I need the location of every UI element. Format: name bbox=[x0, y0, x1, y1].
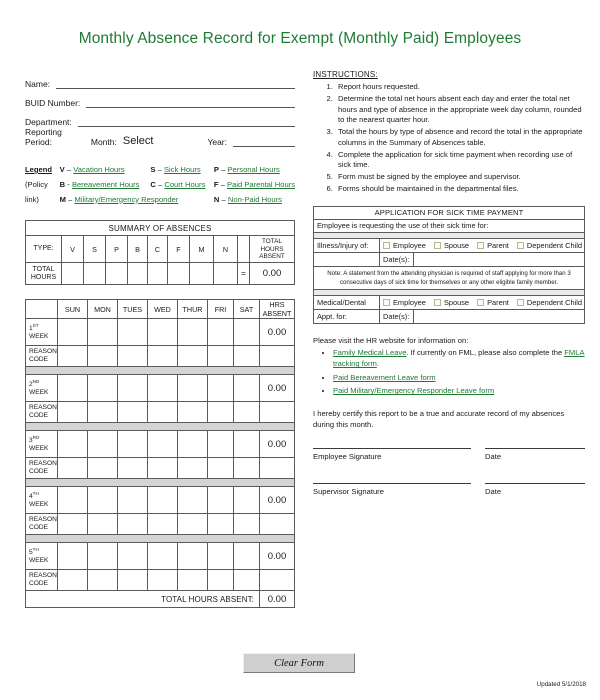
reason-4-sun[interactable] bbox=[58, 514, 88, 535]
week-3-wed[interactable] bbox=[148, 431, 178, 458]
illness-dates-label: Date(s): bbox=[380, 252, 414, 266]
week-4-sun[interactable] bbox=[58, 487, 88, 514]
reason-code-row bbox=[26, 402, 295, 423]
legend-code-c: C bbox=[150, 179, 156, 189]
reason-4-blank bbox=[260, 514, 295, 535]
legend bbox=[25, 163, 295, 207]
illness-label: Illness/Injury of: bbox=[314, 238, 380, 252]
instruction-item: 6. Forms should be maintained in the departmental files. bbox=[335, 184, 585, 195]
week-2-thur[interactable] bbox=[178, 375, 208, 402]
reason-1-wed[interactable] bbox=[148, 346, 178, 367]
reason-2-sun[interactable] bbox=[58, 402, 88, 423]
legend-dash: – bbox=[66, 165, 72, 174]
day-header-sat: SAT bbox=[234, 300, 260, 319]
legend-link-sick-hours[interactable]: Sick Hours bbox=[163, 165, 201, 174]
week-row bbox=[26, 375, 295, 402]
instruction-item: 1. Report hours requested. bbox=[335, 82, 585, 93]
summary-input-p[interactable] bbox=[106, 263, 128, 285]
day-header-thur: THUR bbox=[178, 300, 208, 319]
week-1-sun[interactable] bbox=[58, 319, 88, 346]
week-row bbox=[26, 319, 295, 346]
reason-1-fri[interactable] bbox=[208, 346, 234, 367]
reason-5-tues[interactable] bbox=[118, 570, 148, 591]
reason-1-sun[interactable] bbox=[58, 346, 88, 367]
illness-options bbox=[380, 238, 585, 252]
instruction-item: 3. Total the hours by type of absence and record the total in the appropriate columns in the Summary of Absences table. bbox=[335, 127, 585, 149]
employee-date-label: Date bbox=[485, 451, 502, 461]
link-fmla-tracking-form[interactable]: FMLA tracking form bbox=[333, 348, 585, 369]
legend-dash: - bbox=[67, 179, 70, 189]
reason-2-sat[interactable] bbox=[234, 402, 260, 423]
summary-equals-sign: = bbox=[238, 263, 250, 285]
illness-dates-blank bbox=[314, 252, 380, 266]
instruction-item: 4. Complete the application for sick time payment when recording use of sick time. bbox=[335, 150, 585, 172]
week-label-5: 5TH WEEK bbox=[26, 543, 58, 570]
summary-heading: SUMMARY OF ABSENCES bbox=[26, 221, 295, 236]
week-1-thur[interactable] bbox=[178, 319, 208, 346]
week-3-thur[interactable] bbox=[178, 431, 208, 458]
legend-link-court-hours[interactable]: Court Hours bbox=[164, 179, 206, 189]
day-header-sun: SUN bbox=[58, 300, 88, 319]
employee-signature-row bbox=[313, 448, 585, 461]
week-3-sat[interactable] bbox=[234, 431, 260, 458]
reason-3-wed[interactable] bbox=[148, 458, 178, 479]
reason-code-label-2: REASON CODE bbox=[26, 402, 58, 423]
summary-col-v: V bbox=[62, 236, 84, 263]
week-1-fri[interactable] bbox=[208, 319, 234, 346]
summary-total-row bbox=[26, 263, 295, 285]
reason-code-row bbox=[26, 346, 295, 367]
legend-dash: – bbox=[157, 179, 163, 189]
sick-time-payment-table bbox=[313, 206, 585, 324]
week-1-sat[interactable] bbox=[234, 319, 260, 346]
legend-link-paid-parental-hours[interactable]: Paid Parental Hours bbox=[227, 179, 295, 189]
sick-note: Note: A statement from the attending physician is required of staff applying for more than 3 consecutive days of sick time for themselves or any other eligible family member. bbox=[314, 266, 585, 289]
week-1-wed[interactable] bbox=[148, 319, 178, 346]
legend-link-non-paid-hours[interactable]: Non-Paid Hours bbox=[227, 194, 282, 204]
week-3-tues[interactable] bbox=[118, 431, 148, 458]
checkbox-icon[interactable] bbox=[434, 242, 441, 249]
summary-input-c[interactable] bbox=[148, 263, 168, 285]
department-input[interactable] bbox=[78, 115, 295, 127]
reason-4-sat[interactable] bbox=[234, 514, 260, 535]
employee-signature-field[interactable] bbox=[313, 448, 471, 461]
summary-col-c: C bbox=[148, 236, 168, 263]
summary-col-m: M bbox=[190, 236, 214, 263]
week-4-sat[interactable] bbox=[234, 487, 260, 514]
reason-code-row bbox=[26, 570, 295, 591]
day-header-tues: TUES bbox=[118, 300, 148, 319]
checkbox-icon[interactable] bbox=[517, 299, 524, 306]
medical-dependent-child-option[interactable]: Dependent Child bbox=[517, 298, 582, 307]
name-row bbox=[25, 70, 295, 89]
reason-5-blank bbox=[260, 570, 295, 591]
week-4-hours: 0.00 bbox=[260, 487, 295, 514]
year-input[interactable] bbox=[233, 135, 295, 147]
reason-2-wed[interactable] bbox=[148, 402, 178, 423]
buid-row bbox=[25, 89, 295, 108]
week-3-mon[interactable] bbox=[88, 431, 118, 458]
reason-code-label-1: REASON CODE bbox=[26, 346, 58, 367]
name-label: Name: bbox=[25, 79, 51, 89]
reason-4-thur[interactable] bbox=[178, 514, 208, 535]
week-spacer bbox=[26, 423, 295, 431]
summary-input-v[interactable] bbox=[62, 263, 84, 285]
signature-line bbox=[313, 448, 471, 449]
reason-2-blank bbox=[260, 402, 295, 423]
supervisor-signature-row bbox=[313, 483, 585, 496]
sick-request-text: Employee is requesting the use of their sick time for: bbox=[314, 219, 585, 232]
hrs-absent-header: HRS ABSENT bbox=[260, 300, 295, 319]
week-5-wed[interactable] bbox=[148, 543, 178, 570]
signature-line bbox=[485, 483, 585, 484]
legend-dash: – bbox=[221, 165, 226, 174]
week-2-hours: 0.00 bbox=[260, 375, 295, 402]
summary-total-hours-label: TOTAL HOURS bbox=[26, 263, 62, 285]
reason-2-fri[interactable] bbox=[208, 402, 234, 423]
sick-request-row bbox=[314, 219, 585, 232]
summary-col-f: F bbox=[168, 236, 190, 263]
medical-spouse-option[interactable]: Spouse bbox=[434, 298, 469, 307]
illness-row bbox=[314, 238, 585, 252]
week-5-sun[interactable] bbox=[58, 543, 88, 570]
reason-3-fri[interactable] bbox=[208, 458, 234, 479]
summary-input-s[interactable] bbox=[84, 263, 106, 285]
reason-1-tues[interactable] bbox=[118, 346, 148, 367]
summary-type-label: TYPE: bbox=[26, 236, 62, 263]
reason-code-label-4: REASON CODE bbox=[26, 514, 58, 535]
legend-row bbox=[25, 178, 295, 193]
legend-link-vacation-hours[interactable]: Vacation Hours bbox=[73, 165, 125, 174]
summary-of-absences-table bbox=[25, 220, 295, 285]
legend-sub-policy: (Policy bbox=[25, 179, 48, 189]
week-5-thur[interactable] bbox=[178, 543, 208, 570]
summary-heading-row bbox=[26, 221, 295, 236]
week-5-mon[interactable] bbox=[88, 543, 118, 570]
reason-3-blank bbox=[260, 458, 295, 479]
legend-dash: – bbox=[221, 194, 226, 204]
legend-code-s: S bbox=[150, 165, 156, 174]
reason-3-tues[interactable] bbox=[118, 458, 148, 479]
checkbox-icon[interactable] bbox=[383, 242, 390, 249]
year-label: Year: bbox=[207, 137, 227, 147]
reason-4-tues[interactable] bbox=[118, 514, 148, 535]
reason-5-thur[interactable] bbox=[178, 570, 208, 591]
summary-input-b[interactable] bbox=[128, 263, 148, 285]
week-spacer bbox=[26, 479, 295, 487]
link-paid-military-emergency-responder-leave-form[interactable]: Paid Military/Emergency Responder Leave form bbox=[333, 386, 495, 396]
summary-spacer-cell bbox=[238, 236, 250, 263]
summary-col-n: N bbox=[214, 236, 238, 263]
checkbox-icon[interactable] bbox=[383, 299, 390, 306]
week-5-sat[interactable] bbox=[234, 543, 260, 570]
day-header-wed: WED bbox=[148, 300, 178, 319]
week-5-fri[interactable] bbox=[208, 543, 234, 570]
checkbox-icon[interactable] bbox=[517, 242, 524, 249]
sick-note-row bbox=[314, 266, 585, 289]
week-4-wed[interactable] bbox=[148, 487, 178, 514]
reason-3-sun[interactable] bbox=[58, 458, 88, 479]
reporting-period-row bbox=[25, 127, 295, 147]
week-5-tues[interactable] bbox=[118, 543, 148, 570]
week-4-fri[interactable] bbox=[208, 487, 234, 514]
reason-4-fri[interactable] bbox=[208, 514, 234, 535]
checkbox-icon[interactable] bbox=[477, 299, 484, 306]
medical-parent-option[interactable]: Parent bbox=[477, 298, 509, 307]
summary-col-s: S bbox=[84, 236, 106, 263]
day-header-fri: FRI bbox=[208, 300, 234, 319]
legend-sub-link: link) bbox=[25, 194, 39, 204]
buid-label: BUID Number: bbox=[25, 98, 81, 108]
summary-col-b: B bbox=[128, 236, 148, 263]
legend-link-bereavement-hours[interactable]: Bereavement Hours bbox=[71, 179, 140, 189]
supervisor-date-label: Date bbox=[485, 486, 502, 496]
reason-1-blank bbox=[260, 346, 295, 367]
updated-date: Updated 5/1/2018 bbox=[536, 681, 586, 688]
legend-heading: Legend bbox=[25, 165, 53, 174]
week-1-tues[interactable] bbox=[118, 319, 148, 346]
supervisor-signature-label: Supervisor Signature bbox=[313, 486, 384, 496]
day-header-mon: MON bbox=[88, 300, 118, 319]
week-2-fri[interactable] bbox=[208, 375, 234, 402]
medical-employee-option[interactable]: Employee bbox=[383, 298, 426, 307]
illness-spouse-option[interactable]: Spouse bbox=[434, 241, 469, 250]
supervisor-signature-field[interactable] bbox=[313, 483, 471, 496]
medical-options bbox=[380, 296, 585, 310]
legend-code-f: F bbox=[213, 179, 219, 189]
buid-input[interactable] bbox=[86, 96, 295, 108]
week-2-sun[interactable] bbox=[58, 375, 88, 402]
reason-5-sun[interactable] bbox=[58, 570, 88, 591]
medical-row bbox=[314, 296, 585, 310]
month-label: Month: bbox=[90, 137, 117, 147]
reason-5-fri[interactable] bbox=[208, 570, 234, 591]
week-1-mon[interactable] bbox=[88, 319, 118, 346]
instruction-item: 2. Determine the total net hours absent each day and enter the total net hours and type of absence in the appropriate week day column, rounded to the nearest quarter hour. bbox=[335, 94, 585, 126]
month-select[interactable]: Select bbox=[122, 135, 154, 147]
legend-row bbox=[25, 163, 295, 178]
reason-2-tues[interactable] bbox=[118, 402, 148, 423]
reason-1-mon[interactable] bbox=[88, 346, 118, 367]
total-hours-absent-label: TOTAL HOURS ABSENT: bbox=[26, 591, 260, 608]
instructions-list bbox=[313, 82, 585, 195]
legend-code-m: M bbox=[59, 194, 66, 204]
reason-1-thur[interactable] bbox=[178, 346, 208, 367]
appt-dates-input[interactable] bbox=[414, 310, 585, 324]
signature-block bbox=[313, 448, 585, 496]
appt-dates-label: Date(s): bbox=[380, 310, 414, 324]
right-column bbox=[313, 70, 585, 496]
week-2-tues[interactable] bbox=[118, 375, 148, 402]
reason-4-wed[interactable] bbox=[148, 514, 178, 535]
week-2-mon[interactable] bbox=[88, 375, 118, 402]
department-row bbox=[25, 108, 295, 127]
week-spacer bbox=[26, 367, 295, 375]
weekly-absence-table bbox=[25, 299, 295, 608]
reason-2-thur[interactable] bbox=[178, 402, 208, 423]
illness-dependent-child-option[interactable]: Dependent Child bbox=[517, 241, 582, 250]
legend-link-personal-hours[interactable]: Personal Hours bbox=[227, 165, 280, 174]
link-paid-bereavement-leave-form[interactable]: Paid Bereavement Leave form bbox=[333, 372, 436, 382]
week-row bbox=[26, 487, 295, 514]
hr-link-item bbox=[333, 385, 585, 396]
week-3-sun[interactable] bbox=[58, 431, 88, 458]
illness-parent-option[interactable]: Parent bbox=[477, 241, 509, 250]
signature-line bbox=[313, 483, 471, 484]
medical-dental-label: Medical/Dental bbox=[314, 296, 380, 310]
supervisor-date-field[interactable] bbox=[485, 483, 585, 496]
instruction-item: 5. Form must be signed by the employee and supervisor. bbox=[335, 172, 585, 183]
week-label-1: 1ST WEEK bbox=[26, 319, 58, 346]
sick-heading-row bbox=[314, 206, 585, 219]
summary-input-f[interactable] bbox=[168, 263, 190, 285]
department-label: Department: bbox=[25, 117, 72, 127]
left-column bbox=[25, 70, 295, 608]
legend-code-n: N bbox=[213, 194, 220, 204]
total-hours-absent-value: 0.00 bbox=[260, 591, 295, 608]
reason-3-mon[interactable] bbox=[88, 458, 118, 479]
signature-line bbox=[485, 448, 585, 449]
reason-code-row bbox=[26, 514, 295, 535]
hr-link-item bbox=[333, 372, 585, 383]
certification-text: I hereby certify this report to be a true and accurate record of my absences during this month. bbox=[313, 408, 565, 429]
illness-dates-input[interactable] bbox=[414, 252, 585, 266]
checkbox-icon[interactable] bbox=[434, 299, 441, 306]
reason-5-mon[interactable] bbox=[88, 570, 118, 591]
hr-link-item: • Family Medical Leave. If currently on FML, please also complete the FMLA tracking form. bbox=[333, 347, 585, 370]
week-row bbox=[26, 543, 295, 570]
week-label-2: 2ND WEEK bbox=[26, 375, 58, 402]
reason-code-row bbox=[26, 458, 295, 479]
summary-input-n[interactable] bbox=[214, 263, 238, 285]
week-4-thur[interactable] bbox=[178, 487, 208, 514]
legend-code-v: V bbox=[59, 165, 65, 174]
illness-dates-row bbox=[314, 252, 585, 266]
reason-3-sat[interactable] bbox=[234, 458, 260, 479]
legend-link-military-emergency-responder[interactable]: Military/Emergency Responder bbox=[74, 194, 179, 204]
week-5-hours: 0.00 bbox=[260, 543, 295, 570]
legend-dash: – bbox=[68, 194, 73, 204]
hr-links-list bbox=[313, 347, 585, 397]
reason-4-mon[interactable] bbox=[88, 514, 118, 535]
week-spacer bbox=[26, 535, 295, 543]
legend-row bbox=[25, 193, 295, 208]
reason-code-label-5: REASON CODE bbox=[26, 570, 58, 591]
appt-for-label: Appt. for: bbox=[314, 310, 380, 324]
summary-header-row bbox=[26, 236, 295, 263]
week-label-3: 3RD WEEK bbox=[26, 431, 58, 458]
week-label-4: 4TH WEEK bbox=[26, 487, 58, 514]
reason-5-wed[interactable] bbox=[148, 570, 178, 591]
link-family-medical-leave[interactable]: Family Medical Leave bbox=[333, 348, 407, 358]
reason-1-sat[interactable] bbox=[234, 346, 260, 367]
week-3-fri[interactable] bbox=[208, 431, 234, 458]
appt-row bbox=[314, 310, 585, 324]
reporting-period-label: Reporting Period: bbox=[25, 127, 62, 147]
name-input[interactable] bbox=[56, 77, 295, 89]
summary-total-absent-value: 0.00 bbox=[250, 263, 295, 285]
weekly-corner-cell bbox=[26, 300, 58, 319]
legend-dash: – bbox=[157, 165, 162, 174]
reason-5-sat[interactable] bbox=[234, 570, 260, 591]
week-row bbox=[26, 431, 295, 458]
weekly-header-row bbox=[26, 300, 295, 319]
employee-date-field[interactable] bbox=[485, 448, 585, 461]
employee-signature-label: Employee Signature bbox=[313, 451, 382, 461]
week-4-tues[interactable] bbox=[118, 487, 148, 514]
reason-2-mon[interactable] bbox=[88, 402, 118, 423]
checkbox-icon[interactable] bbox=[477, 242, 484, 249]
week-2-sat[interactable] bbox=[234, 375, 260, 402]
reason-code-label-3: REASON CODE bbox=[26, 458, 58, 479]
grand-total-row bbox=[26, 591, 295, 608]
illness-employee-option[interactable]: Employee bbox=[383, 241, 426, 250]
legend-dash: – bbox=[220, 179, 225, 189]
page-title: Monthly Absence Record for Exempt (Monthly Paid) Employees bbox=[78, 30, 522, 47]
week-2-wed[interactable] bbox=[148, 375, 178, 402]
sick-heading: APPLICATION FOR SICK TIME PAYMENT bbox=[314, 206, 585, 219]
reason-3-thur[interactable] bbox=[178, 458, 208, 479]
summary-input-m[interactable] bbox=[190, 263, 214, 285]
clear-form-button[interactable]: Clear Form bbox=[243, 653, 355, 673]
legend-code-p: P bbox=[213, 165, 219, 174]
legend-code-b: B bbox=[59, 179, 66, 189]
week-4-mon[interactable] bbox=[88, 487, 118, 514]
instructions-heading: INSTRUCTIONS: bbox=[313, 70, 378, 79]
hr-intro-text: Please visit the HR website for information on: bbox=[313, 336, 469, 346]
week-3-hours: 0.00 bbox=[260, 431, 295, 458]
week-1-hours: 0.00 bbox=[260, 319, 295, 346]
summary-total-absent-header: TOTAL HOURS ABSENT bbox=[250, 236, 295, 263]
summary-col-p: P bbox=[106, 236, 128, 263]
